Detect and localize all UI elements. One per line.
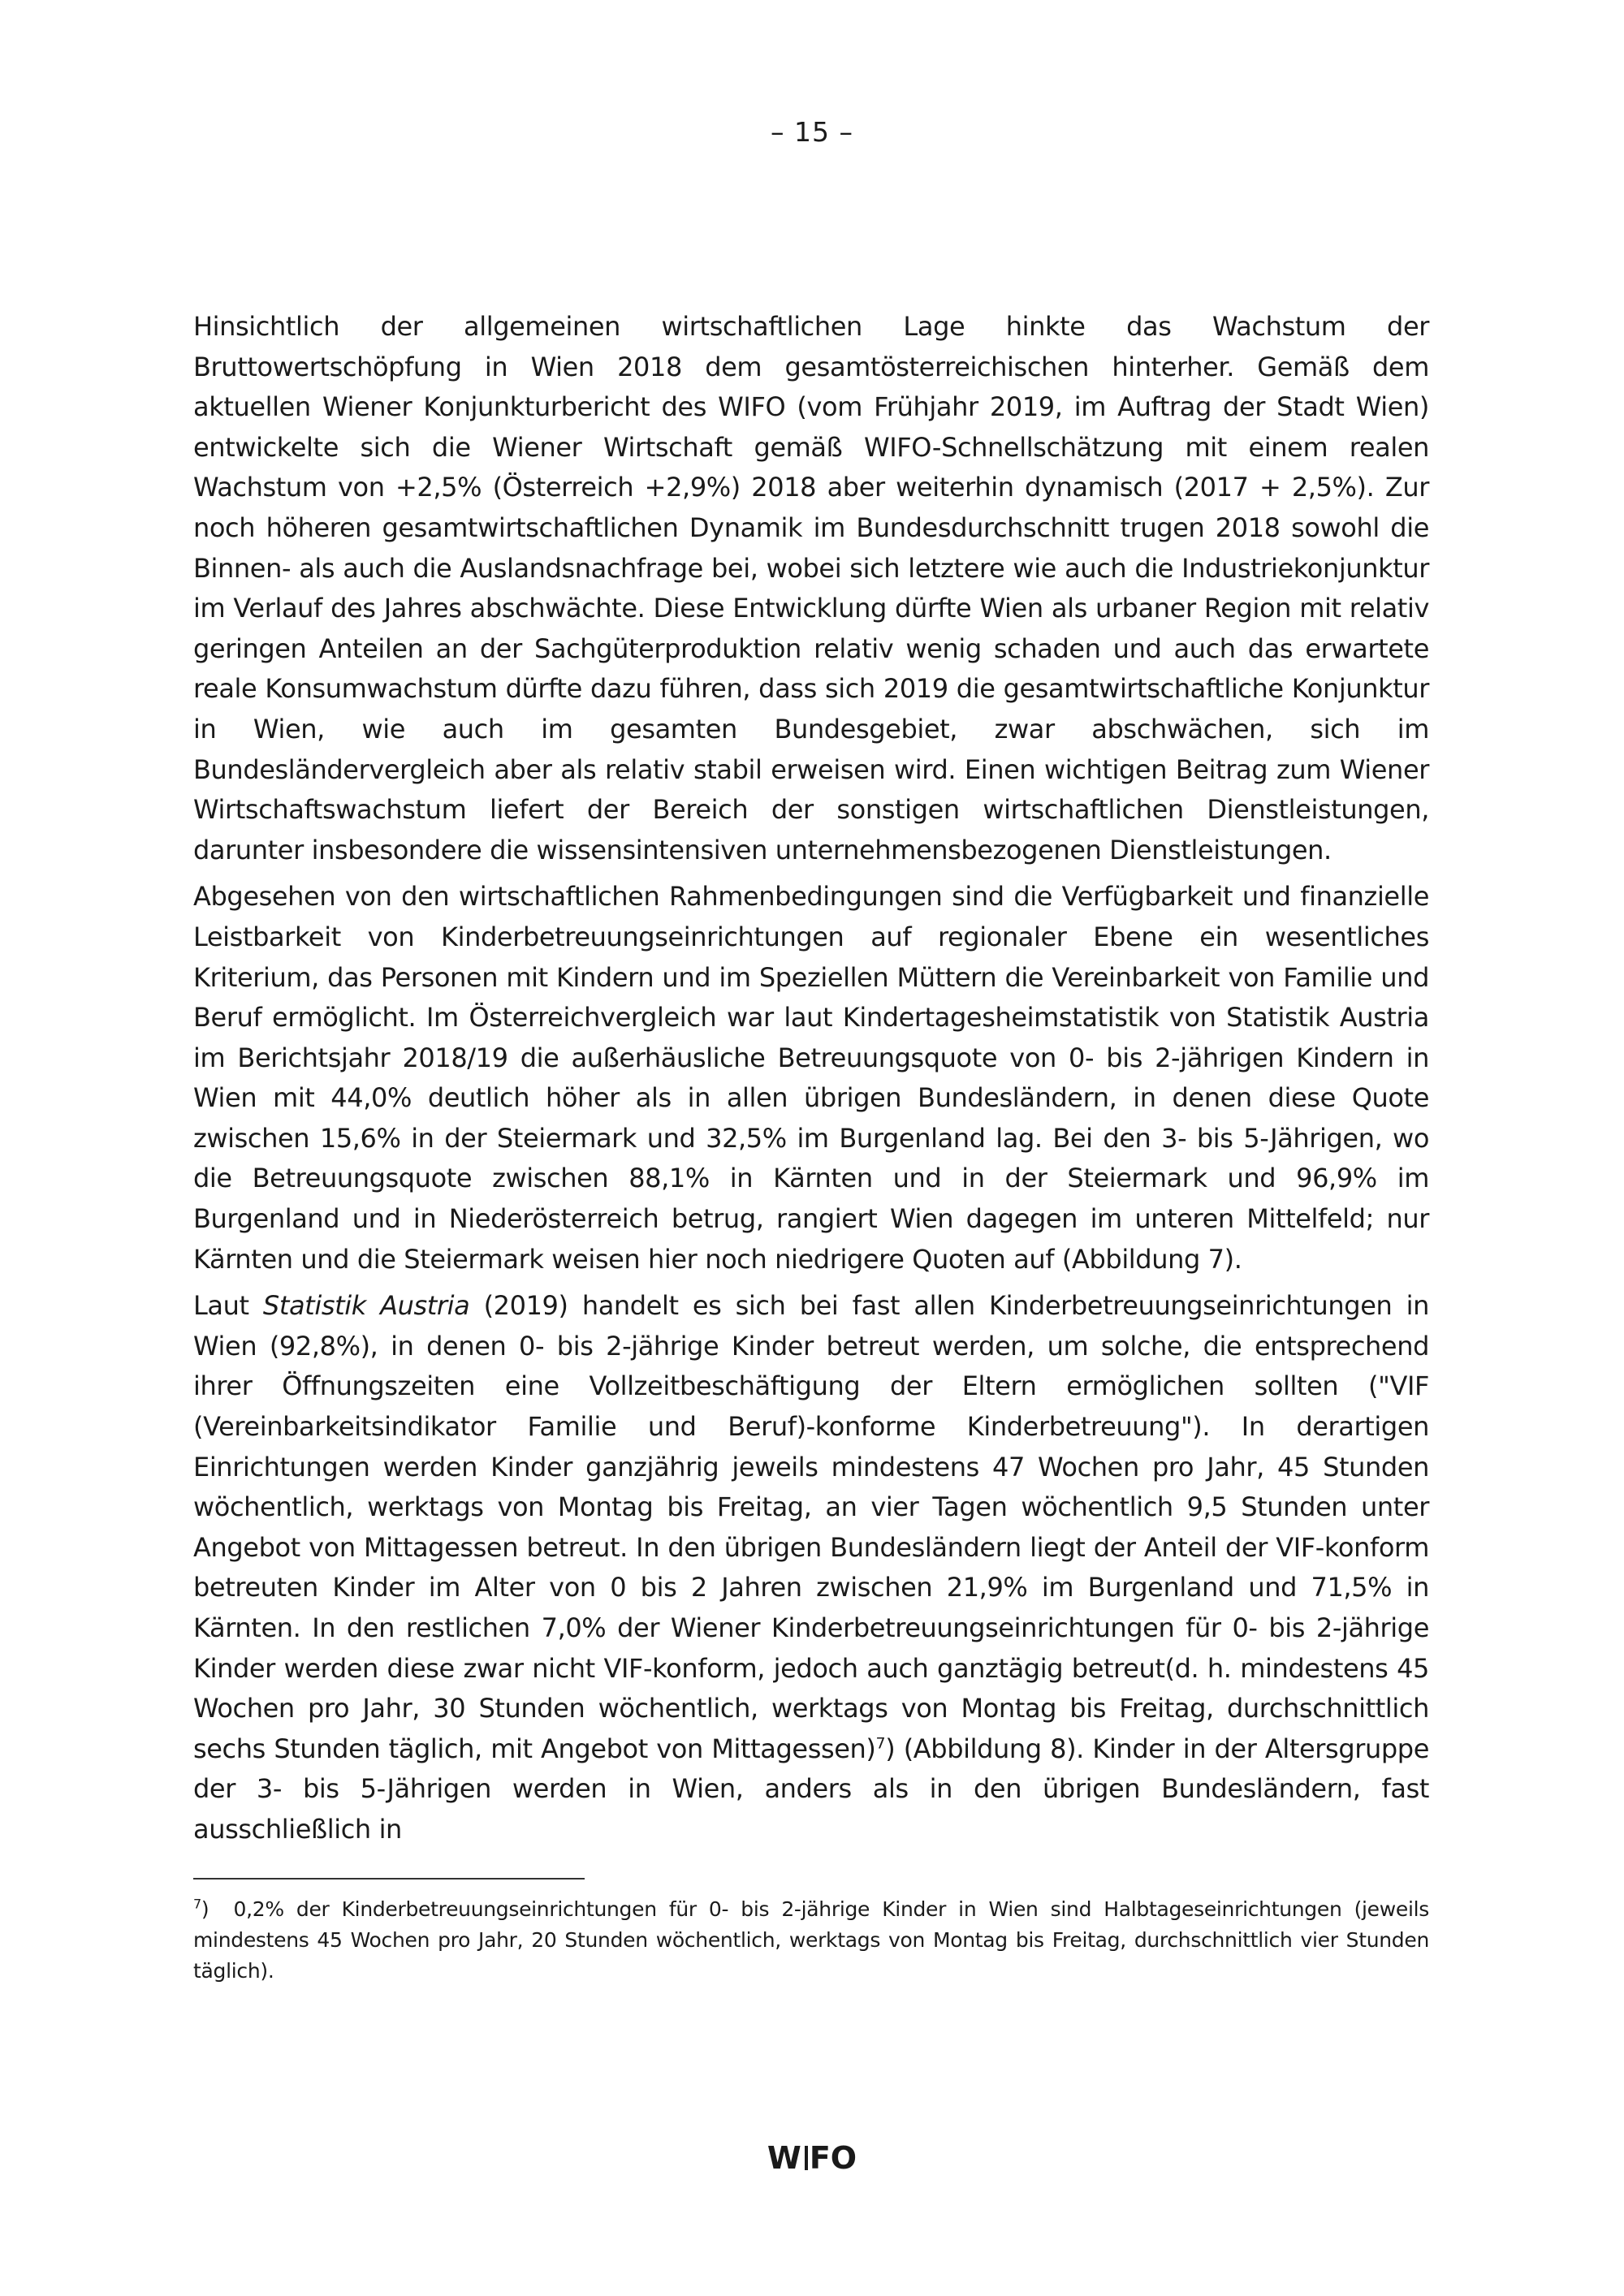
footnote-reference[interactable]: 7 — [875, 1734, 886, 1753]
footnote-marker: 7 — [193, 1896, 201, 1912]
page-number: – 15 – — [771, 116, 853, 148]
logo-bar-icon — [805, 2146, 808, 2170]
paragraph-body: (2019) handelt es sich bei fast allen Kinderbetreuungseinrichtungen in Wien (92,8%), in denen 0- bis 2-jährige Kinder betreut werden, um solche, die entsprechend ihrer Öffnungszeiten eine Vollzeitbeschäftigung der Eltern ermöglichen sollten ("VIF (Vereinbarkeitsindikator Familie und Beruf)-konforme Kinderbetreuung"). In derartigen Einrichtungen werden Kinder ganzjährig jeweils mindestens 47 Wochen pro Jahr, 45 Stunden wöchentlich, werktags von Montag bis Freitag, an vier Tagen wöchentlich 9,5 Stunden unter Angebot von Mittagessen betreut. In den übrigen Bundesländern liegt der Anteil der VIF-konform betreuten Kinder im Alter von 0 bis 2 Jahren zwischen 21,9% im Burgenland und 71,5% in Kärnten. In den restlichen 7,0% der Wiener Kinderbetreuungseinrichtungen für 0- bis 2-jährige Kinder werden diese zwar nicht VIF-konform, jedoch auch ganztägig betreut(d. h. mindestens 45 Wochen pro Jahr, 30 Stunden wöchentlich, werktags von Montag bis Freitag, durchschnittlich sechs Stunden täglich, mit Angebot von Mittagessen) — [193, 1290, 1429, 1764]
footnote-divider — [193, 1878, 585, 1880]
wifo-logo — [0, 2140, 1624, 2176]
footnote-marker-close: ) — [201, 1897, 209, 1921]
paragraph-lead: Laut — [193, 1290, 263, 1322]
paragraph-vif-childcare — [193, 1286, 1429, 1849]
paragraph-childcare-rates: Abgesehen von den wirtschaftlichen Rahmenbedingungen sind die Verfügbarkeit und finanzielle Leistbarkeit von Kinderbetreuungseinrichtungen auf regionaler Ebene ein wesentliches Kriterium, das Personen mit Kindern und im Speziellen Müttern die Vereinbarkeit von Familie und Beruf ermöglicht. Im Österreichvergleich war laut Kindertagesheimstatistik von Statistik Austria im Berichtsjahr 2018/19 die außerhäusliche Betreuungsquote von 0- bis 2-jährigen Kindern in Wien mit 44,0% deutlich höher als in allen übrigen Bundesländern, in denen diese Quote zwischen 15,6% in der Steiermark und 32,5% im Burgenland lag. Bei den 3- bis 5-Jährigen, wo die Betreuungsquote zwischen 88,1% in Kärnten und in der Steiermark und 96,9% im Burgenland und in Niederösterreich betrug, rangiert Wien dagegen im unteren Mittelfeld; nur Kärnten und die Steiermark weisen hier noch niedrigere Quoten auf (Abbildung 7). — [193, 881, 1429, 1275]
paragraph-economy: Hinsichtlich der allgemeinen wirtschaftlichen Lage hinkte das Wachstum der Bruttowertschöpfung in Wien 2018 dem gesamtösterreichischen hinterher. Gemäß dem aktuellen Wiener Konjunkturbericht des WIFO (vom Frühjahr 2019, im Auftrag der Stadt Wien) entwickelte sich die Wiener Wirtschaft gemäß WIFO-Schnellschätzung mit einem realen Wachstum von +2,5% (Österreich +2,9%) 2018 aber weiterhin dynamisch (2017 + 2,5%). Zur noch höheren gesamtwirtschaftlichen Dynamik im Bundesdurchschnitt trugen 2018 sowohl die Binnen- als auch die Auslandsnachfrage bei, wobei sich letztere wie auch die Industriekonjunktur im Verlauf des Jahres abschwächte. Diese Entwicklung dürfte Wien als urbaner Region mit relativ geringen Anteilen an der Sachgüterproduktion relativ wenig schaden und auch das erwartete reale Konsumwachstum dürfte dazu führen, dass sich 2019 die gesamtwirtschaftliche Konjunktur in Wien, wie auch im gesamten Bundesgebiet, zwar abschwächen, sich im Bundesländervergleich aber als relativ stabil erweisen wird. Einen wichtigen Beitrag zum Wiener Wirtschaftswachstum liefert der Bereich der sonstigen wirtschaftlichen Dienstleistungen, darunter insbesondere die wissensintensiven unternehmensbezogenen Dienstleistungen. — [193, 311, 1429, 865]
body-text — [193, 307, 1429, 1857]
logo-letters-fo: FO — [809, 2140, 857, 2176]
source-citation: Statistik Austria — [262, 1290, 470, 1322]
footnote — [193, 1894, 1429, 1987]
paragraph-tail: ) (Abbildung 8). Kinder in der Altersgruppe der 3- bis 5-Jährigen werden in Wien, anders als in den übrigen Bundesländern, fast ausschließlich in — [193, 1733, 1429, 1845]
logo-letter-w: W — [767, 2140, 801, 2176]
footnote-text: 0,2% der Kinderbetreuungseinrichtungen für 0- bis 2-jährige Kinder in Wien sind Halbtageseinrichtungen (jeweils mindestens 45 Wochen pro Jahr, 20 Stunden wöchentlich, werktags von Montag bis Freitag, durchschnittlich vier Stunden täglich). — [193, 1897, 1429, 1983]
